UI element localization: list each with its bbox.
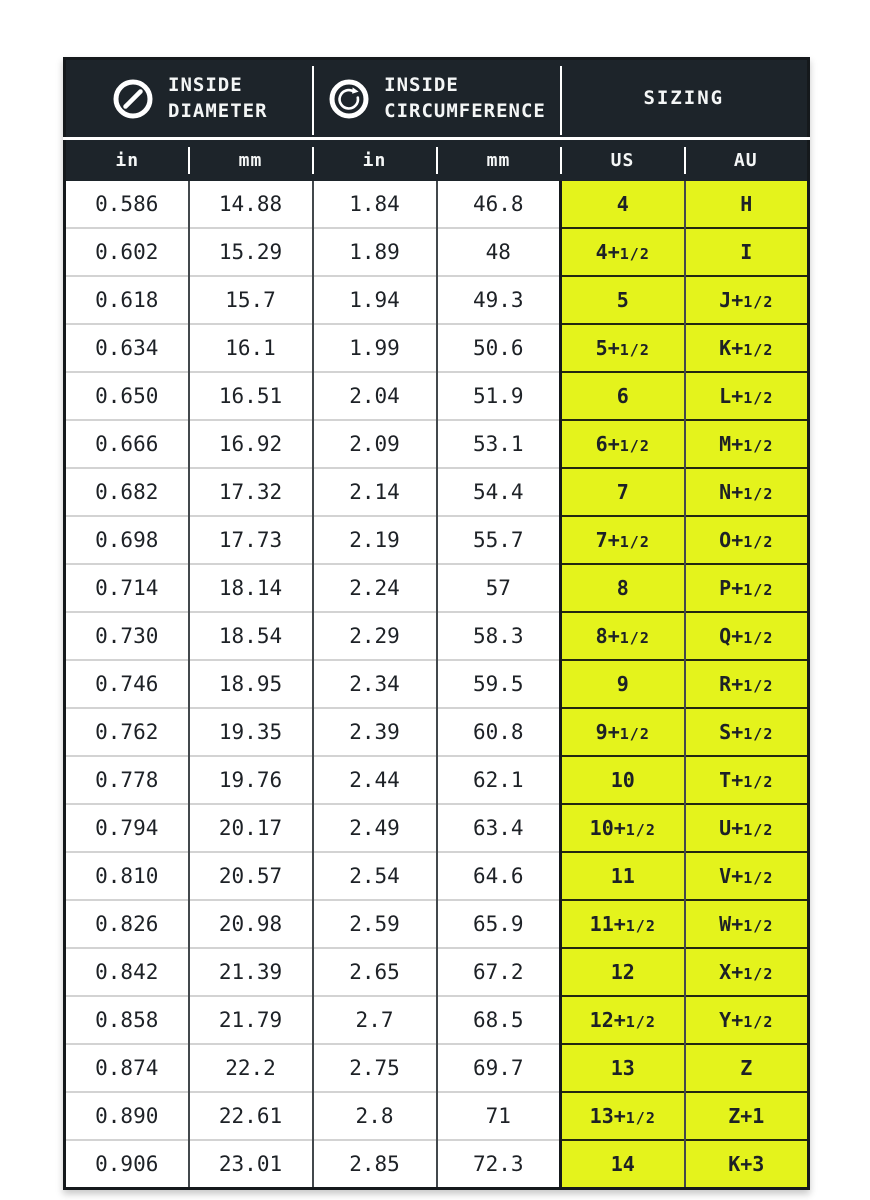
table-row xyxy=(65,181,809,228)
circumference-in-cell: 2.65 xyxy=(313,948,437,996)
table-row xyxy=(65,708,809,756)
au-size-cell: Z xyxy=(685,1044,809,1092)
circumference-mm-cell: 63.4 xyxy=(437,804,561,852)
diameter-in-cell: 0.746 xyxy=(65,660,189,708)
au-size-cell: N+1/2 xyxy=(685,468,809,516)
diameter-in-cell: 0.618 xyxy=(65,276,189,324)
diameter-in-cell: 0.778 xyxy=(65,756,189,804)
inside-diameter-label: INSIDE DIAMETER xyxy=(168,73,268,122)
diameter-mm-cell: 16.51 xyxy=(189,372,313,420)
circumference-mm-cell: 64.6 xyxy=(437,852,561,900)
header-group-row xyxy=(65,59,809,139)
diameter-in-cell: 0.890 xyxy=(65,1092,189,1140)
us-size-cell: 5+1/2 xyxy=(561,324,685,372)
us-size-cell: 12+1/2 xyxy=(561,996,685,1044)
diameter-in-cell: 0.794 xyxy=(65,804,189,852)
table-row xyxy=(65,420,809,468)
circumference-mm-cell: 68.5 xyxy=(437,996,561,1044)
circumference-mm-cell: 48 xyxy=(437,228,561,276)
circumference-in-cell: 2.14 xyxy=(313,468,437,516)
table-row xyxy=(65,468,809,516)
diameter-mm-cell: 18.54 xyxy=(189,612,313,660)
us-size-cell: 7 xyxy=(561,468,685,516)
diameter-mm-cell: 22.2 xyxy=(189,1044,313,1092)
diameter-in-cell: 0.698 xyxy=(65,516,189,564)
circumference-in-cell: 2.24 xyxy=(313,564,437,612)
table-row xyxy=(65,900,809,948)
diameter-in-cell: 0.714 xyxy=(65,564,189,612)
circumference-in-cell: 2.59 xyxy=(313,900,437,948)
circumference-in-cell: 1.99 xyxy=(313,324,437,372)
au-size-cell: J+1/2 xyxy=(685,276,809,324)
diameter-in-cell: 0.602 xyxy=(65,228,189,276)
circumference-mm-cell: 51.9 xyxy=(437,372,561,420)
circumference-mm-cell: 71 xyxy=(437,1092,561,1140)
circumference-in-cell: 2.39 xyxy=(313,708,437,756)
circumference-mm-cell: 58.3 xyxy=(437,612,561,660)
diameter-in-cell: 0.634 xyxy=(65,324,189,372)
table-row xyxy=(65,804,809,852)
au-size-cell: U+1/2 xyxy=(685,804,809,852)
circumference-in-cell: 2.19 xyxy=(313,516,437,564)
us-size-cell: 10+1/2 xyxy=(561,804,685,852)
au-size-cell: M+1/2 xyxy=(685,420,809,468)
sizing-label: SIZING xyxy=(643,86,725,109)
us-size-cell: 10 xyxy=(561,756,685,804)
au-size-cell: X+1/2 xyxy=(685,948,809,996)
diameter-mm-cell: 18.14 xyxy=(189,564,313,612)
us-size-cell: 6+1/2 xyxy=(561,420,685,468)
circumference-mm-cell: 55.7 xyxy=(437,516,561,564)
table-row xyxy=(65,1140,809,1189)
circumference-in-cell: 2.49 xyxy=(313,804,437,852)
circumference-in-cell: 2.09 xyxy=(313,420,437,468)
circumference-in-cell: 2.34 xyxy=(313,660,437,708)
diameter-mm-cell: 18.95 xyxy=(189,660,313,708)
table-row xyxy=(65,948,809,996)
us-size-cell: 11+1/2 xyxy=(561,900,685,948)
diameter-mm-cell: 15.29 xyxy=(189,228,313,276)
circumference-in-cell: 2.54 xyxy=(313,852,437,900)
circumference-in-cell: 2.8 xyxy=(313,1092,437,1140)
inside-circumference-label: INSIDE CIRCUMFERENCE xyxy=(384,73,546,122)
circumference-in-cell: 2.29 xyxy=(313,612,437,660)
us-size-cell: 12 xyxy=(561,948,685,996)
diameter-mm-cell: 15.7 xyxy=(189,276,313,324)
diameter-mm-cell: 20.17 xyxy=(189,804,313,852)
col-header-us-size: US xyxy=(561,139,685,182)
diameter-in-cell: 0.650 xyxy=(65,372,189,420)
circumference-mm-cell: 62.1 xyxy=(437,756,561,804)
circumference-mm-cell: 65.9 xyxy=(437,900,561,948)
au-size-cell: V+1/2 xyxy=(685,852,809,900)
diameter-mm-cell: 14.88 xyxy=(189,181,313,228)
circumference-icon xyxy=(327,77,371,121)
diameter-in-cell: 0.842 xyxy=(65,948,189,996)
circumference-mm-cell: 53.1 xyxy=(437,420,561,468)
us-size-cell: 11 xyxy=(561,852,685,900)
header-inside-diameter xyxy=(65,59,313,139)
diameter-mm-cell: 16.92 xyxy=(189,420,313,468)
us-size-cell: 7+1/2 xyxy=(561,516,685,564)
table-header xyxy=(65,59,809,182)
diameter-in-cell: 0.666 xyxy=(65,420,189,468)
diameter-mm-cell: 23.01 xyxy=(189,1140,313,1189)
diameter-mm-cell: 17.73 xyxy=(189,516,313,564)
table-row xyxy=(65,756,809,804)
circumference-in-cell: 1.94 xyxy=(313,276,437,324)
circumference-mm-cell: 54.4 xyxy=(437,468,561,516)
au-size-cell: S+1/2 xyxy=(685,708,809,756)
us-size-cell: 13 xyxy=(561,1044,685,1092)
us-size-cell: 14 xyxy=(561,1140,685,1189)
au-size-cell: I xyxy=(685,228,809,276)
circumference-in-cell: 2.85 xyxy=(313,1140,437,1189)
diameter-mm-cell: 20.57 xyxy=(189,852,313,900)
col-header-diameter-in: in xyxy=(65,139,189,182)
header-sizing xyxy=(561,59,809,139)
circumference-in-cell: 1.89 xyxy=(313,228,437,276)
circumference-mm-cell: 57 xyxy=(437,564,561,612)
table-row xyxy=(65,516,809,564)
diameter-mm-cell: 17.32 xyxy=(189,468,313,516)
ring-size-chart xyxy=(63,57,810,1190)
us-size-cell: 9 xyxy=(561,660,685,708)
circumference-in-cell: 2.7 xyxy=(313,996,437,1044)
diameter-in-cell: 0.682 xyxy=(65,468,189,516)
us-size-cell: 4 xyxy=(561,181,685,228)
circumference-in-cell: 1.84 xyxy=(313,181,437,228)
circumference-in-cell: 2.44 xyxy=(313,756,437,804)
table-row xyxy=(65,996,809,1044)
col-header-circumference-mm: mm xyxy=(437,139,561,182)
us-size-cell: 13+1/2 xyxy=(561,1092,685,1140)
us-size-cell: 4+1/2 xyxy=(561,228,685,276)
col-header-au-size: AU xyxy=(685,139,809,182)
circumference-in-cell: 2.75 xyxy=(313,1044,437,1092)
table-row xyxy=(65,324,809,372)
circumference-mm-cell: 50.6 xyxy=(437,324,561,372)
diameter-icon xyxy=(111,77,155,121)
au-size-cell: Q+1/2 xyxy=(685,612,809,660)
table-row xyxy=(65,660,809,708)
diameter-mm-cell: 21.79 xyxy=(189,996,313,1044)
circumference-mm-cell: 46.8 xyxy=(437,181,561,228)
circumference-mm-cell: 60.8 xyxy=(437,708,561,756)
us-size-cell: 6 xyxy=(561,372,685,420)
us-size-cell: 8 xyxy=(561,564,685,612)
au-size-cell: K+1/2 xyxy=(685,324,809,372)
table-body xyxy=(65,181,809,1189)
table-row xyxy=(65,612,809,660)
au-size-cell: Z+1 xyxy=(685,1092,809,1140)
au-size-cell: R+1/2 xyxy=(685,660,809,708)
au-size-cell: P+1/2 xyxy=(685,564,809,612)
diameter-in-cell: 0.906 xyxy=(65,1140,189,1189)
au-size-cell: K+3 xyxy=(685,1140,809,1189)
au-size-cell: O+1/2 xyxy=(685,516,809,564)
us-size-cell: 8+1/2 xyxy=(561,612,685,660)
diameter-in-cell: 0.586 xyxy=(95,192,159,216)
us-size-cell: 5 xyxy=(561,276,685,324)
us-size-cell: 9+1/2 xyxy=(561,708,685,756)
diameter-mm-cell: 16.1 xyxy=(189,324,313,372)
diameter-in-cell: 0.810 xyxy=(65,852,189,900)
table-row xyxy=(65,1092,809,1140)
diameter-in-cell: 0.762 xyxy=(65,708,189,756)
header-inside-circumference xyxy=(313,59,561,139)
col-header-circumference-in: in xyxy=(313,139,437,182)
table-row xyxy=(65,228,809,276)
diameter-mm-cell: 19.35 xyxy=(189,708,313,756)
circumference-mm-cell: 72.3 xyxy=(437,1140,561,1189)
diameter-mm-cell: 21.39 xyxy=(189,948,313,996)
au-size-cell: Y+1/2 xyxy=(685,996,809,1044)
au-size-cell: T+1/2 xyxy=(685,756,809,804)
table-row xyxy=(65,1044,809,1092)
circumference-in-cell: 2.04 xyxy=(313,372,437,420)
diameter-mm-cell: 22.61 xyxy=(189,1092,313,1140)
table-row xyxy=(65,564,809,612)
diameter-in-cell: 0.874 xyxy=(65,1044,189,1092)
diameter-in-cell: 0.826 xyxy=(65,900,189,948)
diameter-mm-cell: 19.76 xyxy=(189,756,313,804)
table-row xyxy=(65,372,809,420)
au-size-cell: L+1/2 xyxy=(685,372,809,420)
au-size-cell: W+1/2 xyxy=(685,900,809,948)
table-row xyxy=(65,852,809,900)
circumference-mm-cell: 67.2 xyxy=(437,948,561,996)
diameter-in-cell: 0.858 xyxy=(65,996,189,1044)
diameter-mm-cell: 20.98 xyxy=(189,900,313,948)
col-header-diameter-mm: mm xyxy=(189,139,313,182)
au-size-cell: H xyxy=(685,181,809,228)
table-row xyxy=(65,276,809,324)
header-columns-row xyxy=(65,139,809,182)
circumference-mm-cell: 59.5 xyxy=(437,660,561,708)
circumference-mm-cell: 49.3 xyxy=(437,276,561,324)
diameter-in-cell: 0.730 xyxy=(65,612,189,660)
circumference-mm-cell: 69.7 xyxy=(437,1044,561,1092)
